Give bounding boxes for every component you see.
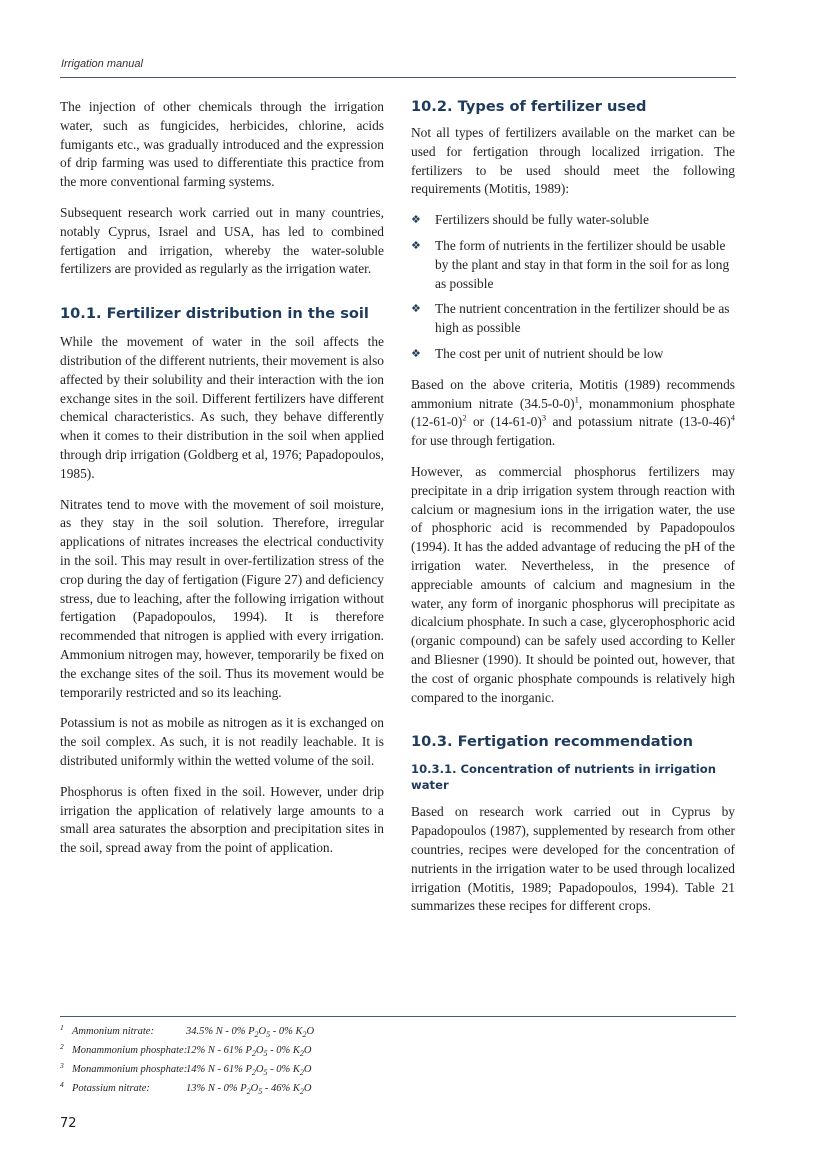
footnote-label: Monammonium phosphate: bbox=[72, 1064, 188, 1075]
requirements-list bbox=[411, 211, 735, 364]
left-column bbox=[60, 98, 384, 870]
text-run: or (14-61-0) bbox=[466, 414, 542, 430]
list-item-text: The nutrient concentration in the fertilizer should be as high as possible bbox=[435, 301, 730, 336]
footnote-ref: 2 bbox=[462, 412, 467, 423]
footnote-label: Ammonium nitrate: bbox=[72, 1026, 154, 1037]
footnote: 1 Ammonium nitrate: 34.5% N - 0% $P_2O_5 - 0\%$ $K_2O$ bbox=[60, 1022, 315, 1040]
right-column bbox=[411, 98, 735, 928]
footnote-value: 34.5% N - 0% $P_2O_5 - 0\%$ $K_2O$ bbox=[186, 1026, 315, 1040]
text-run: , monammonium phosphate (12-61-0) bbox=[411, 395, 735, 430]
section-heading-10-3: 10.3. Fertigation recommendation bbox=[411, 733, 694, 751]
list-item-text: Fertilizers should be fully water-soluble bbox=[435, 212, 649, 228]
list-item-text: The form of nutrients in the fertilizer should be usable by the plant and stay in that form in the soil for as long as possible bbox=[435, 237, 730, 291]
section-heading-10-1: 10.1. Fertilizer distribution in the soil bbox=[60, 305, 369, 323]
list-item-text: The cost per unit of nutrient should be low bbox=[435, 345, 664, 361]
header-rule bbox=[60, 77, 736, 78]
diamond-bullet-icon: ❖ bbox=[411, 213, 421, 227]
section-heading-10-2: 10.2. Types of fertilizer used bbox=[411, 98, 647, 115]
paragraph: Not all types of fertilizers available on the market can be used for fertigation through localized irrigation. The fertilizers to be used should meet the following requirements (Motitis, 1989): bbox=[411, 125, 735, 197]
footnote-ref: 4 bbox=[730, 412, 735, 423]
paragraph: Subsequent research work carried out in many countries, notably Cyprus, Israel and USA, has led to combined fertigation and irrigation, whereby the water-soluble fertilizers are provided as regularly as the irrigation water. bbox=[60, 204, 384, 277]
footnote-ref: 3 bbox=[541, 412, 547, 423]
diamond-bullet-icon: ❖ bbox=[411, 346, 421, 360]
page-number: 72 bbox=[60, 1116, 77, 1131]
paragraph bbox=[411, 376, 735, 451]
paragraph: The injection of other chemicals through the irrigation water, such as fungicides, herbicides, chlorine, acids fumigants etc., was gradually introduced and the expression of drip farming was used to differentiate this practice from the more conventional farming systems. bbox=[60, 99, 384, 190]
footnote-value: 14% N - 61% $P_2O_5 - 0\%$ $K_2O$ bbox=[186, 1064, 312, 1078]
list-item bbox=[411, 345, 735, 364]
running-header: Irrigation manual bbox=[61, 58, 143, 70]
footnote-value: 13% N - 0% $P_2O_5 - 46\%$ $K_2O$ bbox=[186, 1083, 312, 1097]
diamond-bullet-icon: ❖ bbox=[411, 302, 421, 316]
paragraph: Potassium is not as mobile as nitrogen as it is exchanged on the soil complex. As such, it is not readily leachable. It is distributed uniformly within the wetted volume of the soil. bbox=[60, 715, 384, 768]
paragraph: Based on research work carried out in Cyprus by Papadopoulos (1987), supplemented by research from other countries, recipes were developed for the concentration of nutrients in the irrigation water to be used through localized irrigation (Motitis, 1989; Papadopoulos, 1994). Table 21 summarizes these recipes for different crops. bbox=[411, 804, 735, 914]
paragraph: Phosphorus is often fixed in the soil. However, under drip irrigation the application of relatively large amounts to a small area saturates the absorption and precipitation sites in the soil, spread away from the point of application. bbox=[60, 783, 384, 856]
list-item bbox=[411, 300, 735, 338]
footnote-label: Potassium nitrate: bbox=[72, 1083, 150, 1094]
list-item bbox=[411, 211, 735, 230]
footnote-value: 12% N - 61% $P_2O_5 - 0\%$ $K_2O$ bbox=[186, 1045, 312, 1059]
text-run: and potassium nitrate (13-0-46) bbox=[546, 414, 731, 430]
footnote: 3 Monammonium phosphate:14% N - 61% $P_2O_5 - 0\%$ $K_2O$ bbox=[60, 1060, 312, 1078]
footnote-ref: 1 bbox=[574, 394, 579, 405]
text-run: for use through fertigation. bbox=[411, 433, 556, 449]
list-item bbox=[411, 237, 735, 293]
footnotes bbox=[60, 1022, 314, 1098]
footnote-rule bbox=[60, 1016, 736, 1017]
text-run: Based on the above criteria, Motitis (1989) recommends ammonium nitrate (34.5-0-0) bbox=[411, 376, 735, 411]
diamond-bullet-icon: ❖ bbox=[411, 238, 421, 252]
paragraph: Nitrates tend to move with the movement of soil moisture, as they stay in the soil solution. Therefore, irregular applications of nitrates increases the electrical conductivity in the soil. This may result in over-fertilization stress of the crop during the day of fertigation (Figure 27) and deficiency stress, due to leaching, after the following irrigation without fertigation (Papadopoulos, 1994). It is therefore recommended that nitrogen is applied with every irrigation. Ammonium nitrogen may, however, temporarily be fixed on the exchange sites of the soil. Thus its movement would be temporarily restricted and so its leaching. bbox=[60, 496, 384, 700]
paragraph: While the movement of water in the soil affects the distribution of the different nutrients, their movement is also affected by their solubility and their interaction with the ion exchange sites in the soil. Different fertilizers have different chemical characteristics. As such, they behave differently when it comes to their distribution in the soil when applied through drip irrigation (Goldberg et al, 1976; Papadopoulos, 1985). bbox=[60, 334, 384, 481]
subsection-heading-10-3-1: 10.3.1. Concentration of nutrients in irrigation water bbox=[411, 762, 716, 793]
footnote: 4 Potassium nitrate: 13% N - 0% $P_2O_5 - 46\%$ $K_2O$ bbox=[60, 1079, 312, 1097]
footnote: 2 Monammonium phosphate:12% N - 61% $P_2O_5 - 0\%$ $K_2O$ bbox=[60, 1041, 312, 1059]
footnote-label: Monammonium phosphate: bbox=[72, 1045, 188, 1056]
paragraph: However, as commercial phosphorus fertilizers may precipitate in a drip irrigation system through reaction with calcium or magnesium ions in the irrigation water, the use of phosphoric acid is recommended by Papadopoulos (1994). It has the added advantage of reducing the pH of the irrigation water. Nevertheless, in the presence of appreciable amounts of calcium and magnesium in the water, any form of inorganic phosphorus will precipitate as dicalcium phosphate. In such a case, glycerophosphoric acid (organic compound) can be safely used according to Keller and Bliesner (1990). It should be pointed out, however, that the cost of organic phosphate compounds is relatively high compared to the inorganic. bbox=[411, 463, 735, 705]
